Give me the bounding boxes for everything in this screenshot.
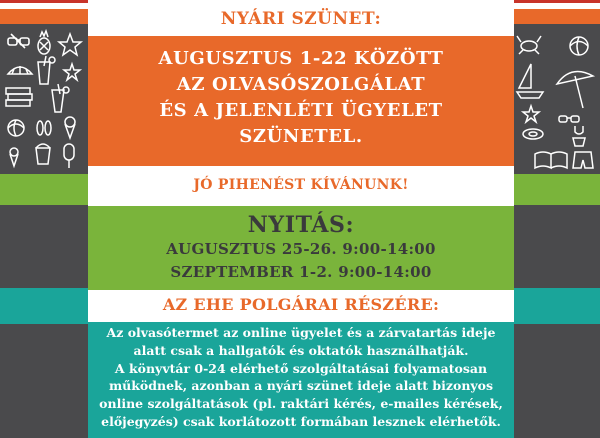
summer-break-heading: NYÁRI SZÜNET:	[220, 9, 382, 29]
sunglasses-icon	[8, 34, 29, 48]
juice-glass-icon	[38, 56, 55, 84]
sailboat-icon	[517, 64, 543, 98]
wish-heading: JÓ PIHENÉST KÍVÁNUNK!	[193, 177, 409, 193]
citizens-heading: AZ EHE POLGÁRAI RÉSZÉRE:	[162, 295, 440, 314]
info-line: A könyvtár 0-24 elérhető szolgáltatásai folyamatosan	[114, 360, 488, 376]
beach-ball-icon	[570, 37, 588, 55]
shorts-icon	[573, 152, 593, 168]
cocktail-icon	[52, 84, 69, 112]
notice-line: AZ OLVASÓSZOLGÁLAT	[176, 74, 426, 95]
wish-header-box	[88, 166, 514, 206]
starfish-icon	[59, 34, 81, 55]
opening-title: NYITÁS:	[247, 212, 355, 238]
info-line: online szolgáltatások (pl. raktári kérés, e-mailes kérések,	[99, 396, 503, 412]
bucket-icon	[36, 144, 50, 164]
info-line: Az olvasótermet az online ügyelet és a zárvatartás ideje	[106, 325, 496, 340]
pineapple-icon	[38, 31, 50, 54]
opening-date: AUGUSZTUS 25-26. 9:00-14:00	[166, 240, 436, 258]
info-line: működnek, azonban a nyári szünet ideje alatt bizonyos	[108, 378, 494, 394]
starfish-icon	[64, 64, 80, 80]
swim-ring-icon	[523, 129, 543, 139]
summer-break-header-box	[88, 0, 514, 36]
notice-line: AUGUSZTUS 1-22 KÖZÖTT	[158, 48, 444, 69]
info-line: előjegyzés) csak korlátozott formában lesznek elérhetők.	[101, 413, 501, 429]
right-icon-panel	[513, 24, 600, 174]
umbrella-icon	[557, 72, 593, 109]
info-line: alatt csak a hallgatók és oktatók használhatják.	[133, 342, 469, 358]
left-icon-panel	[0, 24, 90, 174]
opening-date: SZEPTEMBER 1-2. 9:00-14:00	[170, 263, 432, 281]
crab-icon	[517, 36, 541, 54]
ice-cream-icon	[65, 117, 75, 138]
closure-notice-box	[88, 36, 514, 166]
beach-ball-icon	[8, 120, 24, 136]
starfish-icon	[523, 106, 539, 122]
open-book-icon	[535, 152, 567, 168]
citizens-header-box	[88, 290, 514, 322]
info-box	[88, 322, 514, 438]
book-stack-icon	[6, 88, 32, 106]
notice-line: ÉS A JELENLÉTI ÜGYELET	[159, 100, 443, 121]
notice-line: SZÜNETEL.	[239, 126, 363, 147]
opening-box	[88, 206, 514, 290]
swimsuit-icon	[573, 126, 585, 146]
shell-icon	[8, 66, 32, 74]
popsicle-icon	[64, 144, 74, 168]
flip-flops-icon	[37, 121, 51, 135]
ice-cream-cone-icon	[10, 148, 18, 166]
sunglasses-icon	[559, 116, 579, 122]
